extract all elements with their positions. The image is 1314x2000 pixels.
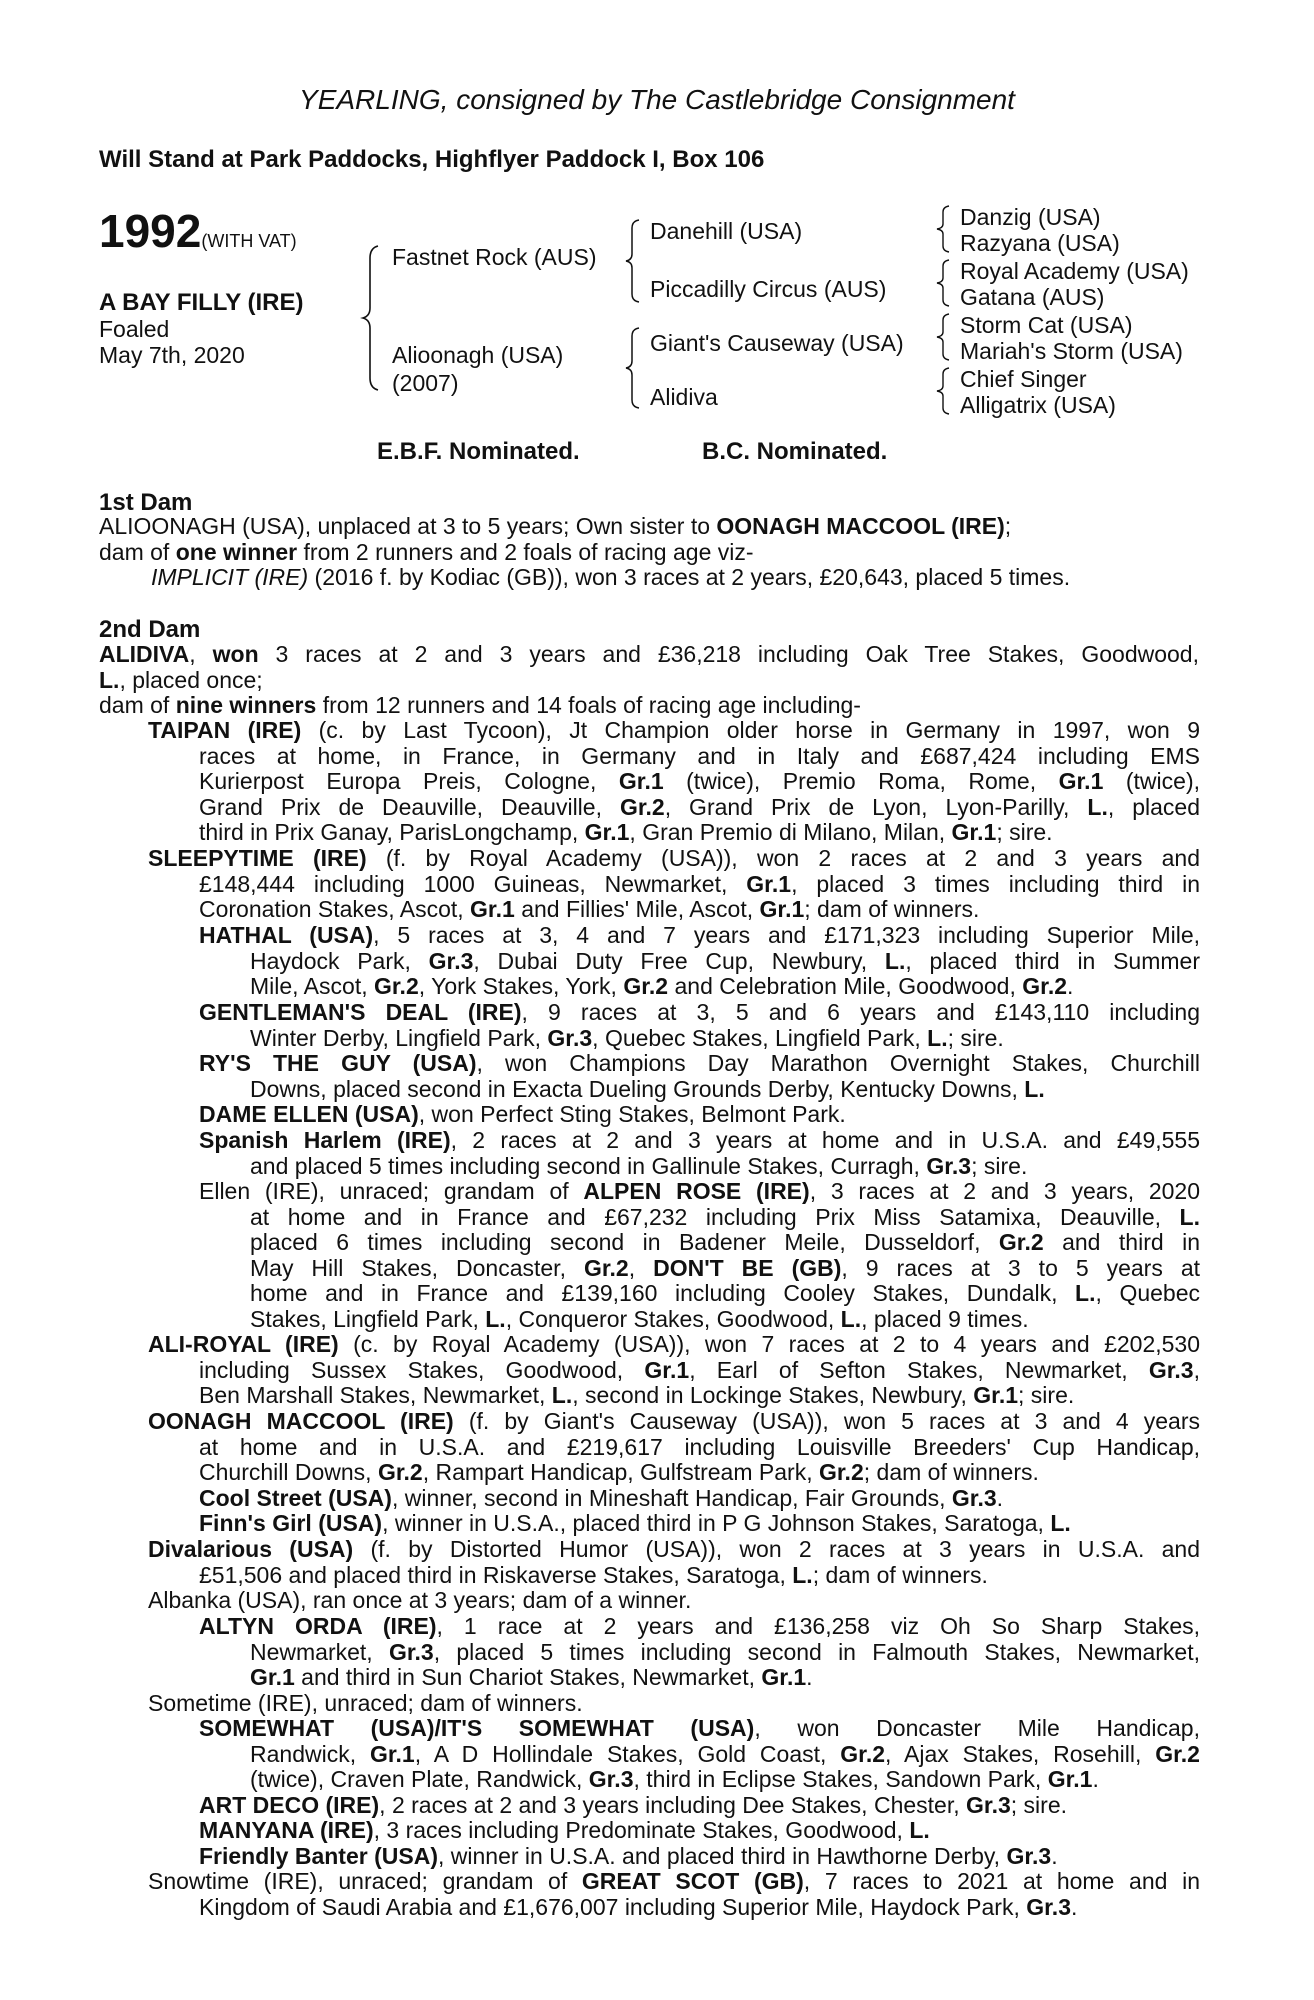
pedigree-brace-g1 <box>934 204 954 254</box>
produce-oonagh-maccool-detail: at home and in U.S.A. and £219,617 including Louisville Breeders' Cup Handicap, Churchill Downs, Gr.2, Rampart Handicap, Gulfstream Park, Gr.2; dam of winners. <box>199 1434 1200 1486</box>
vat-note: (WITH VAT) <box>201 231 297 251</box>
produce-sometime: Sometime (IRE), unraced; dam of winners. <box>148 1690 583 1716</box>
lot-number-line <box>99 204 297 258</box>
dam: Alioonagh (USA) <box>392 342 564 368</box>
sire-sire: Danehill (USA) <box>650 218 803 244</box>
stand-location: Will Stand at Park Paddocks, Highflyer Paddock I, Box 106 <box>99 146 765 173</box>
produce-hathal: HATHAL (USA), 5 races at 3, 4 and 7 years and £171,323 including Superior Mile, <box>199 923 1200 948</box>
dam-sire: Giant's Causeway (USA) <box>650 330 904 356</box>
produce-spanish-harlem: Spanish Harlem (IRE), 2 races at 2 and 3 years at home and in U.S.A. and £49,555 <box>199 1128 1200 1153</box>
produce-divalarious-detail: £51,506 and placed third in Riskaverse Stakes, Saratoga, L.; dam of winners. <box>199 1561 988 1588</box>
pedigree-brace-main <box>360 244 384 392</box>
bc-nomination: B.C. Nominated. <box>702 438 888 465</box>
produce-manyana: MANYANA (IRE), 3 races including Predominate Stakes, Goodwood, L. <box>199 1817 930 1843</box>
lot-name: A BAY FILLY (IRE) <box>99 289 304 316</box>
produce-hathal-detail: Haydock Park, Gr.3, Dubai Duty Free Cup, Newbury, L., placed third in Summer Mile, Ascot, Gr.2, York Stakes, York, Gr.2 and Celebration Mile, Goodwood, Gr.2. <box>250 948 1200 1000</box>
produce-rys-the-guy-detail: Downs, placed second in Exacta Dueling Grounds Derby, Kentucky Downs, L. <box>250 1075 1045 1102</box>
foaled-date: May 7th, 2020 <box>99 342 245 368</box>
produce-friendly-banter: Friendly Banter (USA), winner in U.S.A. and placed third in Hawthorne Derby, Gr.3. <box>199 1843 1058 1869</box>
produce-ali-royal: ALI-ROYAL (IRE) (c. by Royal Academy (USA)), won 7 races at 2 to 4 years and £202,530 <box>148 1332 1200 1357</box>
sire-dam: Piccadilly Circus (AUS) <box>650 276 887 302</box>
pedigree-g2: Razyana (USA) <box>960 230 1120 256</box>
pedigree-g4: Gatana (AUS) <box>960 284 1105 310</box>
produce-altyn-orda-detail: Newmarket, Gr.3, placed 5 times including second in Falmouth Stakes, Newmarket, Gr.1 and third in Sun Chariot Stakes, Newmarket, Gr.1. <box>250 1639 1200 1691</box>
produce-somewhat-detail: Randwick, Gr.1, A D Hollindale Stakes, Gold Coast, Gr.2, Ajax Stakes, Rosehill, Gr.2 (twice), Craven Plate, Randwick, Gr.3, third in Eclipse Stakes, Sandown Park, Gr.1. <box>250 1741 1200 1793</box>
pedigree-brace-g3 <box>934 312 954 362</box>
produce-art-deco: ART DECO (IRE), 2 races at 2 and 3 years including Dee Stakes, Chester, Gr.3; sire. <box>199 1792 1067 1818</box>
produce-taipan-detail: races at home, in France, in Germany and in Italy and £687,424 including EMS Kurierpost Europa Preis, Cologne, Gr.1 (twice), Premio Roma, Rome, Gr.1 (twice), Grand Prix de Deauville, Deauville, Gr.2, Grand Prix de Lyon, Lyon-Parilly, L., placed third in Prix Ganay, ParisLongchamp, Gr.1, Gran Premio di Milano, Milan, Gr.1; sire. <box>199 743 1200 846</box>
produce-altyn-orda: ALTYN ORDA (IRE), 1 race at 2 years and £136,258 viz Oh So Sharp Stakes, <box>199 1614 1200 1639</box>
produce-ellen: Ellen (IRE), unraced; grandam of ALPEN ROSE (IRE), 3 races at 2 and 3 years, 2020 <box>199 1179 1200 1204</box>
produce-somewhat: SOMEWHAT (USA)/IT'S SOMEWHAT (USA), won Doncaster Mile Handicap, <box>199 1716 1200 1741</box>
pedigree-g6: Mariah's Storm (USA) <box>960 338 1183 364</box>
produce-ellen-detail: at home and in France and £67,232 including Prix Miss Satamixa, Deauville, L. placed 6 times including second in Badener Meile, Dusseldorf, Gr.2 and third in May Hill Stakes, Doncaster, Gr.2, DON'T BE (GB), 9 races at 3 to 5 years at home and in France and £139,160 including Cooley Stakes, Dundalk, L., Quebec Stakes, Lingfield Park, L., Conqueror Stakes, Goodwood, L., placed 9 times. <box>250 1204 1200 1332</box>
produce-snowtime-detail: Kingdom of Saudi Arabia and £1,676,007 including Superior Mile, Haydock Park, Gr.3. <box>199 1893 1078 1920</box>
second-dam-text: ALIDIVA, won 3 races at 2 and 3 years and £36,218 including Oak Tree Stakes, Goodwood, L., placed once; dam of nine winners from 12 runners and 14 foals of racing age including- <box>99 642 1199 719</box>
pedigree-brace-dam <box>623 326 645 410</box>
produce-dame-ellen: DAME ELLEN (USA), won Perfect Sting Stakes, Belmont Park. <box>199 1101 846 1127</box>
produce-cool-street: Cool Street (USA), winner, second in Mineshaft Handicap, Fair Grounds, Gr.3. <box>199 1485 1004 1511</box>
produce-divalarious: Divalarious (USA) (f. by Distorted Humor (USA)), won 2 races at 3 years in U.S.A. and <box>148 1537 1200 1562</box>
lot-number: 1992 <box>99 205 202 257</box>
pedigree-brace-sire <box>623 218 645 304</box>
sire: Fastnet Rock (AUS) <box>392 244 597 270</box>
foaled-label: Foaled <box>99 316 170 342</box>
pedigree-brace-g4 <box>934 366 954 416</box>
produce-spanish-harlem-detail: and placed 5 times including second in Gallinule Stakes, Curragh, Gr.3; sire. <box>250 1152 1028 1179</box>
consignment-title: YEARLING, consigned by The Castlebridge Consignment <box>299 84 1015 115</box>
dam-dam: Alidiva <box>650 384 718 410</box>
pedigree-g7: Chief Singer <box>960 366 1087 392</box>
produce-finns-girl: Finn's Girl (USA), winner in U.S.A., placed third in P G Johnson Stakes, Saratoga, L. <box>199 1510 1071 1536</box>
pedigree-g8: Alligatrix (USA) <box>960 392 1116 418</box>
produce-gentlemans-deal: GENTLEMAN'S DEAL (IRE), 9 races at 3, 5 and 6 years and £143,110 including <box>199 1000 1200 1025</box>
produce-albanka: Albanka (USA), ran once at 3 years; dam of a winner. <box>148 1587 692 1613</box>
produce-ali-royal-detail: including Sussex Stakes, Goodwood, Gr.1, Earl of Sefton Stakes, Newmarket, Gr.3, Ben Marshall Stakes, Newmarket, L., second in Lockinge Stakes, Newbury, Gr.1; sire. <box>199 1357 1200 1409</box>
produce-gentlemans-deal-detail: Winter Derby, Lingfield Park, Gr.3, Quebec Stakes, Lingfield Park, L.; sire. <box>250 1024 1004 1051</box>
produce-taipan: TAIPAN (IRE) (c. by Last Tycoon), Jt Champion older horse in Germany in 1997, won 9 <box>148 718 1200 743</box>
produce-sleepytime-detail: £148,444 including 1000 Guineas, Newmarket, Gr.1, placed 3 times including third in Coronation Stakes, Ascot, Gr.1 and Fillies' Mile, Ascot, Gr.1; dam of winners. <box>199 871 1200 923</box>
pedigree-g3: Royal Academy (USA) <box>960 258 1189 284</box>
first-dam-text: ALIOONAGH (USA), unplaced at 3 to 5 years; Own sister to OONAGH MACCOOL (IRE); dam of one winner from 2 runners and 2 foals of racing age viz- IMPLICIT (IRE) (2016 f. by Kodiac (GB)), won 3 races at 2 years, £20,643, placed 5 times. <box>99 513 1071 591</box>
produce-snowtime: Snowtime (IRE), unraced; grandam of GREAT SCOT (GB), 7 races to 2021 at home and in <box>148 1869 1200 1894</box>
pedigree-g5: Storm Cat (USA) <box>960 312 1133 338</box>
produce-sleepytime: SLEEPYTIME (IRE) (f. by Royal Academy (USA)), won 2 races at 2 and 3 years and <box>148 846 1200 871</box>
produce-rys-the-guy: RY'S THE GUY (USA), won Champions Day Marathon Overnight Stakes, Churchill <box>199 1051 1200 1076</box>
ebf-nomination: E.B.F. Nominated. <box>377 438 580 465</box>
second-dam-heading: 2nd Dam <box>99 616 201 643</box>
pedigree-brace-g2 <box>934 258 954 308</box>
pedigree-g1: Danzig (USA) <box>960 204 1101 230</box>
produce-oonagh-maccool: OONAGH MACCOOL (IRE) (f. by Giant's Causeway (USA)), won 5 races at 3 and 4 years <box>148 1409 1200 1434</box>
first-dam-heading: 1st Dam <box>99 489 193 516</box>
dam-year: (2007) <box>392 370 459 396</box>
